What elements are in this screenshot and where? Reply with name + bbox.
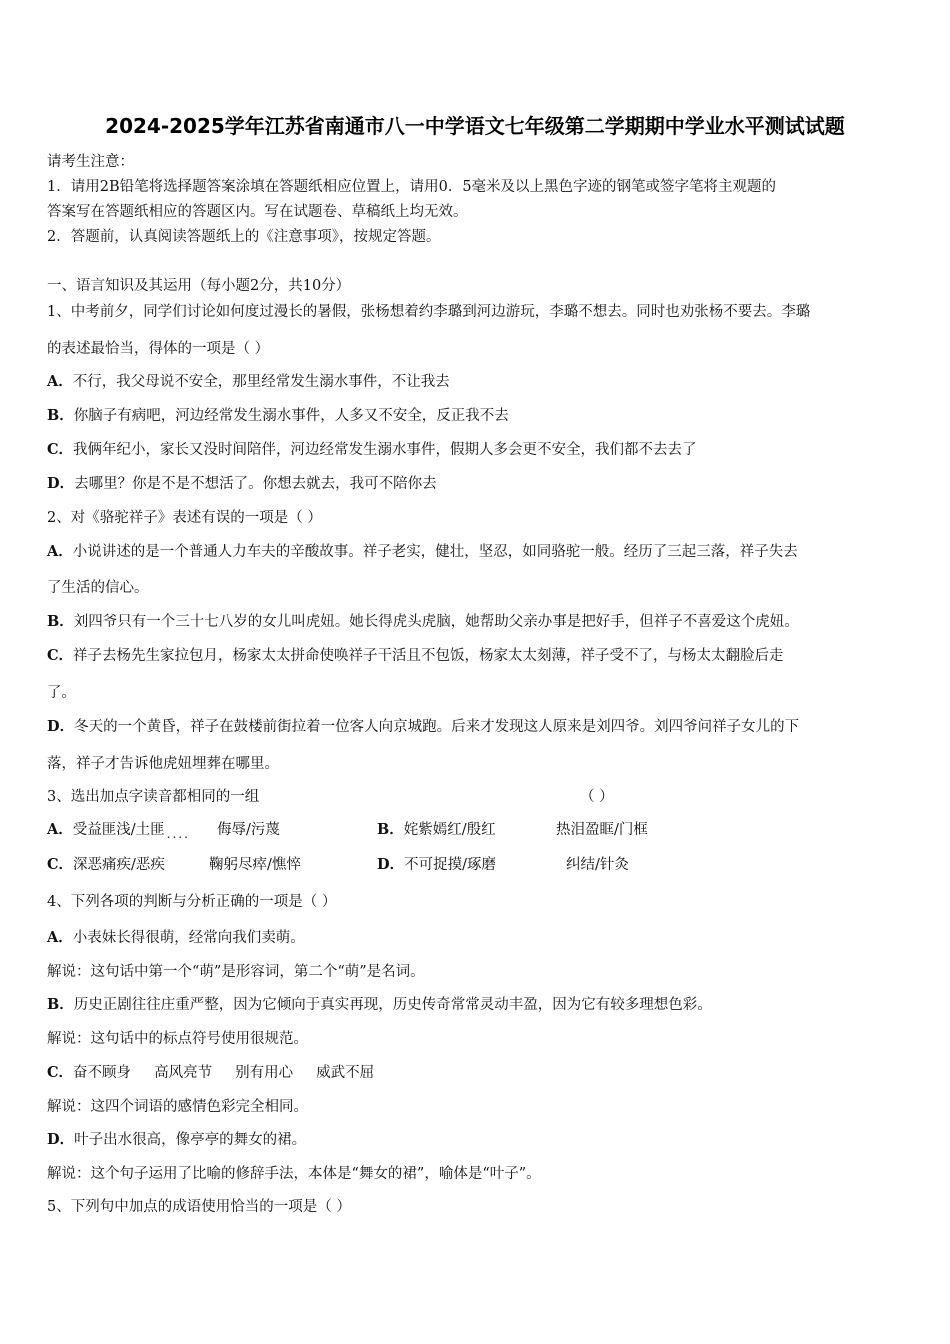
option-text: 小说讲述的是一个普通人力车夫的辛酸故事。祥子老实，健壮，坚忍，如同骆驼一般。经历了三起三落，祥子失去 [72, 544, 798, 560]
q1-stem-line-1: 1、中考前夕，同学们讨论如何度过漫长的暑假，张杨想着约李璐到河边游玩，李璐不想去。同时也劝张杨不要去。李璐 [47, 304, 811, 320]
q4-option-c-explanation: 解说：这四个词语的感情色彩完全相同。 [47, 1099, 308, 1115]
option-text: 祥子去杨先生家拉包月，杨家太太拼命使唤祥子干活且不包饭，杨家太太刻薄，祥子受不了，与杨太太翻脸后走 [73, 648, 784, 664]
q1-option-d [47, 474, 437, 494]
q4-option-c [47, 1063, 374, 1083]
option-label: A． [47, 543, 73, 560]
option-label: A． [47, 929, 73, 946]
q2-option-d-line-1 [47, 717, 799, 737]
option-text-1: 不可捉摸/琢磨 [404, 857, 496, 873]
q3-option-d [377, 855, 496, 875]
q2-option-c-line-1 [47, 646, 784, 666]
option-label: C． [47, 441, 74, 458]
q2-option-d-line-2: 落，祥子才告诉他虎妞埋葬在哪里。 [47, 756, 279, 772]
q3-option-d-part-2: 纠结/针灸 [566, 857, 629, 873]
section-heading: 一、语言知识及其运用（每小题2分，共10分） [47, 278, 351, 294]
option-text: 去哪里？你是不是不想活了。你想去就去，我可不陪你去 [74, 476, 437, 492]
q2-option-b [47, 612, 799, 632]
q3-option-b [377, 820, 496, 840]
option-text-1: 受益匪浅/土匪 [72, 822, 165, 838]
option-label: A． [47, 821, 73, 838]
option-text: 奋不顾身 高风亮节 别有用心 威武不屈 [73, 1065, 375, 1081]
q4-stem: 4、下列各项的判断与分析正确的一项是（ ） [47, 894, 337, 910]
emphasis-dots: .... [166, 827, 190, 841]
q4-option-d-explanation: 解说：这个句子运用了比喻的修辞手法，本体是“舞女的裙”，喻体是“叶子”。 [47, 1166, 541, 1182]
option-label: D． [47, 718, 75, 735]
q4-option-b-explanation: 解说：这句话中的标点符号使用很规范。 [47, 1031, 308, 1047]
option-label: C． [47, 647, 74, 664]
option-text: 叶子出水很高，像亭亭的舞女的裙。 [74, 1132, 307, 1148]
q3-answer-paren: （ ） [580, 789, 614, 805]
q3-stem: 3、选出加点字读音都相同的一组 [47, 789, 260, 805]
option-label: B． [47, 407, 74, 424]
option-label: B． [47, 613, 74, 630]
notice-item-1-line-2: 答案写在答题纸相应的答题区内。写在试题卷、草稿纸上均无效。 [47, 204, 468, 220]
option-label: D． [47, 1131, 75, 1148]
q1-option-b [47, 406, 509, 426]
q2-option-a-line-1 [47, 542, 798, 562]
q3-option-c [47, 855, 165, 875]
notice-heading: 请考生注意： [47, 154, 134, 170]
q3-option-a [47, 820, 190, 844]
q4-option-a-explanation: 解说：这句话中第一个“萌”是形容词，第二个“萌”是名词。 [47, 964, 425, 980]
q1-stem-line-2: 的表述最恰当，得体的一项是（ ） [47, 341, 270, 357]
option-text: 不行，我父母说不安全，那里经常发生溺水事件，不让我去 [72, 374, 450, 390]
option-label: B． [377, 821, 404, 838]
q3-option-b-part-2: 热泪盈眶/门框 [556, 822, 648, 838]
q4-option-a [47, 928, 305, 948]
option-label: C． [47, 856, 74, 873]
q4-option-b [47, 995, 712, 1015]
q1-option-a [47, 372, 450, 392]
q4-option-d [47, 1130, 306, 1150]
q2-stem: 2、对《骆驼祥子》表述有误的一项是（ ） [47, 510, 322, 526]
option-text: 刘四爷只有一个三十七八岁的女儿叫虎妞。她长得虎头虎脑，她帮助父亲办事是把好手，但祥子不喜爱这个虎妞。 [73, 614, 799, 630]
q1-option-c [47, 440, 697, 460]
q3-option-a-part-2: 侮辱/污蔑 [217, 822, 280, 838]
option-text-1: 深恶痛疾/恶疾 [73, 857, 165, 873]
option-text: 历史正剧往往庄重严整，因为它倾向于真实再现，历史传奇常常灵动丰盈，因为它有较多理想色彩。 [73, 997, 712, 1013]
option-text: 我俩年纪小，家长又没时间陪伴，河边经常发生溺水事件，假期人多会更不安全，我们都不去去了 [73, 442, 697, 458]
option-label: D． [47, 475, 75, 492]
option-text-1: 姹紫嫣红/殷红 [403, 822, 496, 838]
q5-stem: 5、下列句中加点的成语使用恰当的一项是（ ） [47, 1199, 351, 1215]
option-text: 冬天的一个黄昏，祥子在鼓楼前街拉着一位客人向京城跑。后来才发现这人原来是刘四爷。刘四爷问祥子女儿的下 [74, 719, 800, 735]
option-label: C． [47, 1064, 74, 1081]
notice-item-2: 2．答题前，认真阅读答题纸上的《注意事项》，按规定答题。 [47, 229, 441, 245]
option-label: D． [377, 856, 405, 873]
option-label: A． [47, 373, 73, 390]
option-text: 你脑子有病吧，河边经常发生溺水事件，人多又不安全，反正我不去 [73, 408, 509, 424]
q2-option-c-line-2: 了。 [47, 685, 76, 701]
q2-option-a-line-2: 了生活的信心。 [47, 580, 149, 596]
option-label: B． [47, 996, 74, 1013]
notice-item-1-line-1: 1．请用2B铅笔将选择题答案涂填在答题纸相应位置上，请用0．5毫米及以上黑色字迹的钢笔或签字笔将主观题的 [47, 179, 777, 195]
page-title: 2024-2025学年江苏省南通市八一中学语文七年级第二学期期中学业水平测试试题 [105, 114, 845, 138]
option-text: 小表妹长得很萌，经常向我们卖萌。 [72, 930, 305, 946]
q3-option-c-part-2: 鞠躬尽瘁/憔悴 [209, 857, 301, 873]
